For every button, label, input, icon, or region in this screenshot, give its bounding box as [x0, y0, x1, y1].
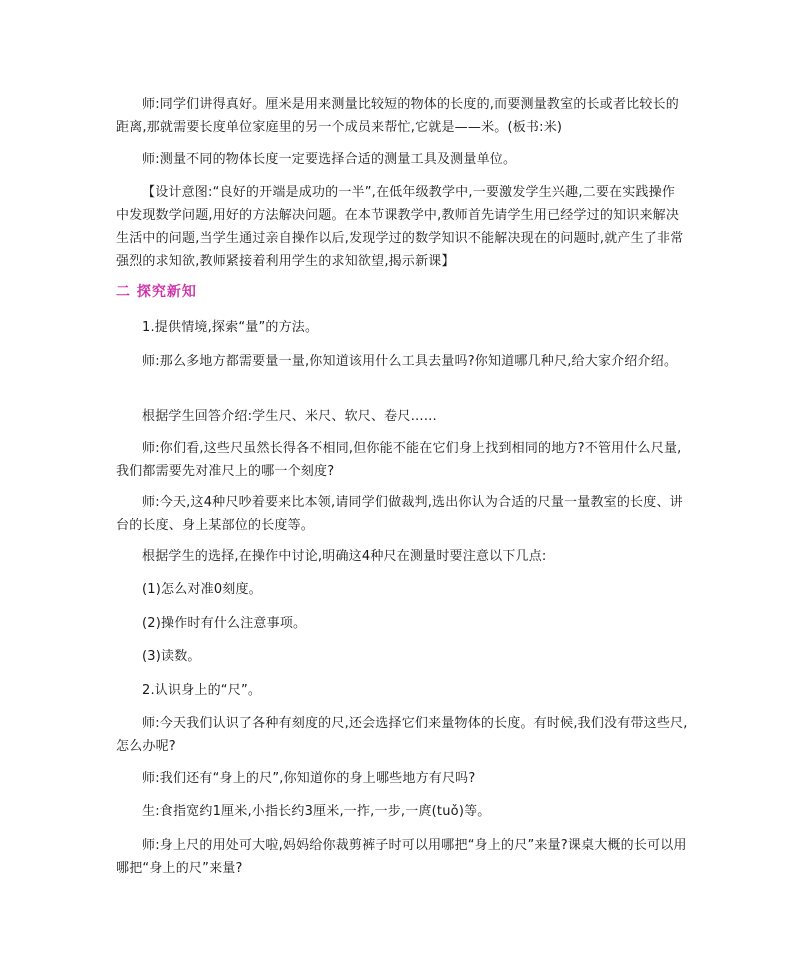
paragraph-design-intent: 【设计意图:“良好的开端是成功的一半”,在低年级教学中,一要激发学生兴趣,二要在实践操作中发现数学问题,用好的方法解决问题。在本节课教学中,教师首先请学生用已经学过的知识来解决生活中的问题,当学生通过亲自操作以后,发现学过的数学知识不能解决现在的问题时,就产生了非常强烈的求知欲,教师紧接着利用学生的求知欲望,揭示新课】	[116, 185, 684, 269]
paragraph-teacher-body-ruler-use: 师:身上尺的用处可大啦,妈妈给你裁剪裤子时可以用哪把“身上的尺”来量?课桌大概的长可以用哪把“身上的尺”来量?	[116, 838, 687, 876]
paragraph-step-2: 2.认识身上的“尺”。	[142, 683, 262, 698]
paragraph-teacher-four-rulers: 师:今天,这4种尺吵着要来比本领,请同学们做裁判,选出你认为合适的尺量一量教室的长度、讲台的长度、身上某部位的长度等。	[116, 495, 683, 533]
section-heading-explore: 二 探究新知	[116, 284, 197, 300]
paragraph-teacher-no-ruler: 师:今天我们认识了各种有刻度的尺,还会选择它们来量物体的长度。有时候,我们没有带这些尺,怎么办呢?	[116, 716, 688, 754]
paragraph-step-1: 1.提供情境,探索“量”的方法。	[142, 320, 319, 335]
paragraph-ruler-types: 根据学生回答介绍:学生尺、米尺、软尺、卷尺……	[142, 409, 437, 424]
paragraph-teacher-meter-intro: 师:同学们讲得真好。厘米是用来测量比较短的物体的长度的,而要测量教室的长或者比较长的距离,那就需要长度单位家庭里的另一个成员来帮忙,它就是——米。(板书:米)	[116, 97, 679, 135]
paragraph-student-answer: 生:食指宽约1厘米,小指长约3厘米,一拃,一步,一庹(tuǒ)等。	[142, 804, 491, 819]
paragraph-teacher-body-ruler: 师:我们还有“身上的尺”,你知道你的身上哪些地方有尺吗?	[142, 771, 476, 786]
paragraph-student-choice: 根据学生的选择,在操作中讨论,明确这4种尺在测量时要注意以下几点:	[142, 549, 547, 564]
paragraph-point-1: (1)怎么对准0刻度。	[142, 582, 262, 597]
paragraph-point-2: (2)操作时有什么注意事项。	[142, 616, 307, 631]
paragraph-teacher-common-point: 师:你们看,这些尺虽然长得各不相同,但你能不能在它们身上找到相同的地方?不管用什么尺量,我们都需要先对准尺上的哪一个刻度?	[116, 441, 682, 479]
paragraph-teacher-which-rulers: 师:那么多地方都需要量一量,你知道该用什么工具去量吗?你知道哪几种尺,给大家介绍介绍。	[142, 354, 678, 369]
paragraph-teacher-choose-tool: 师:测量不同的物体长度一定要选择合适的测量工具及测量单位。	[142, 152, 517, 167]
paragraph-point-3: (3)读数。	[142, 649, 201, 664]
